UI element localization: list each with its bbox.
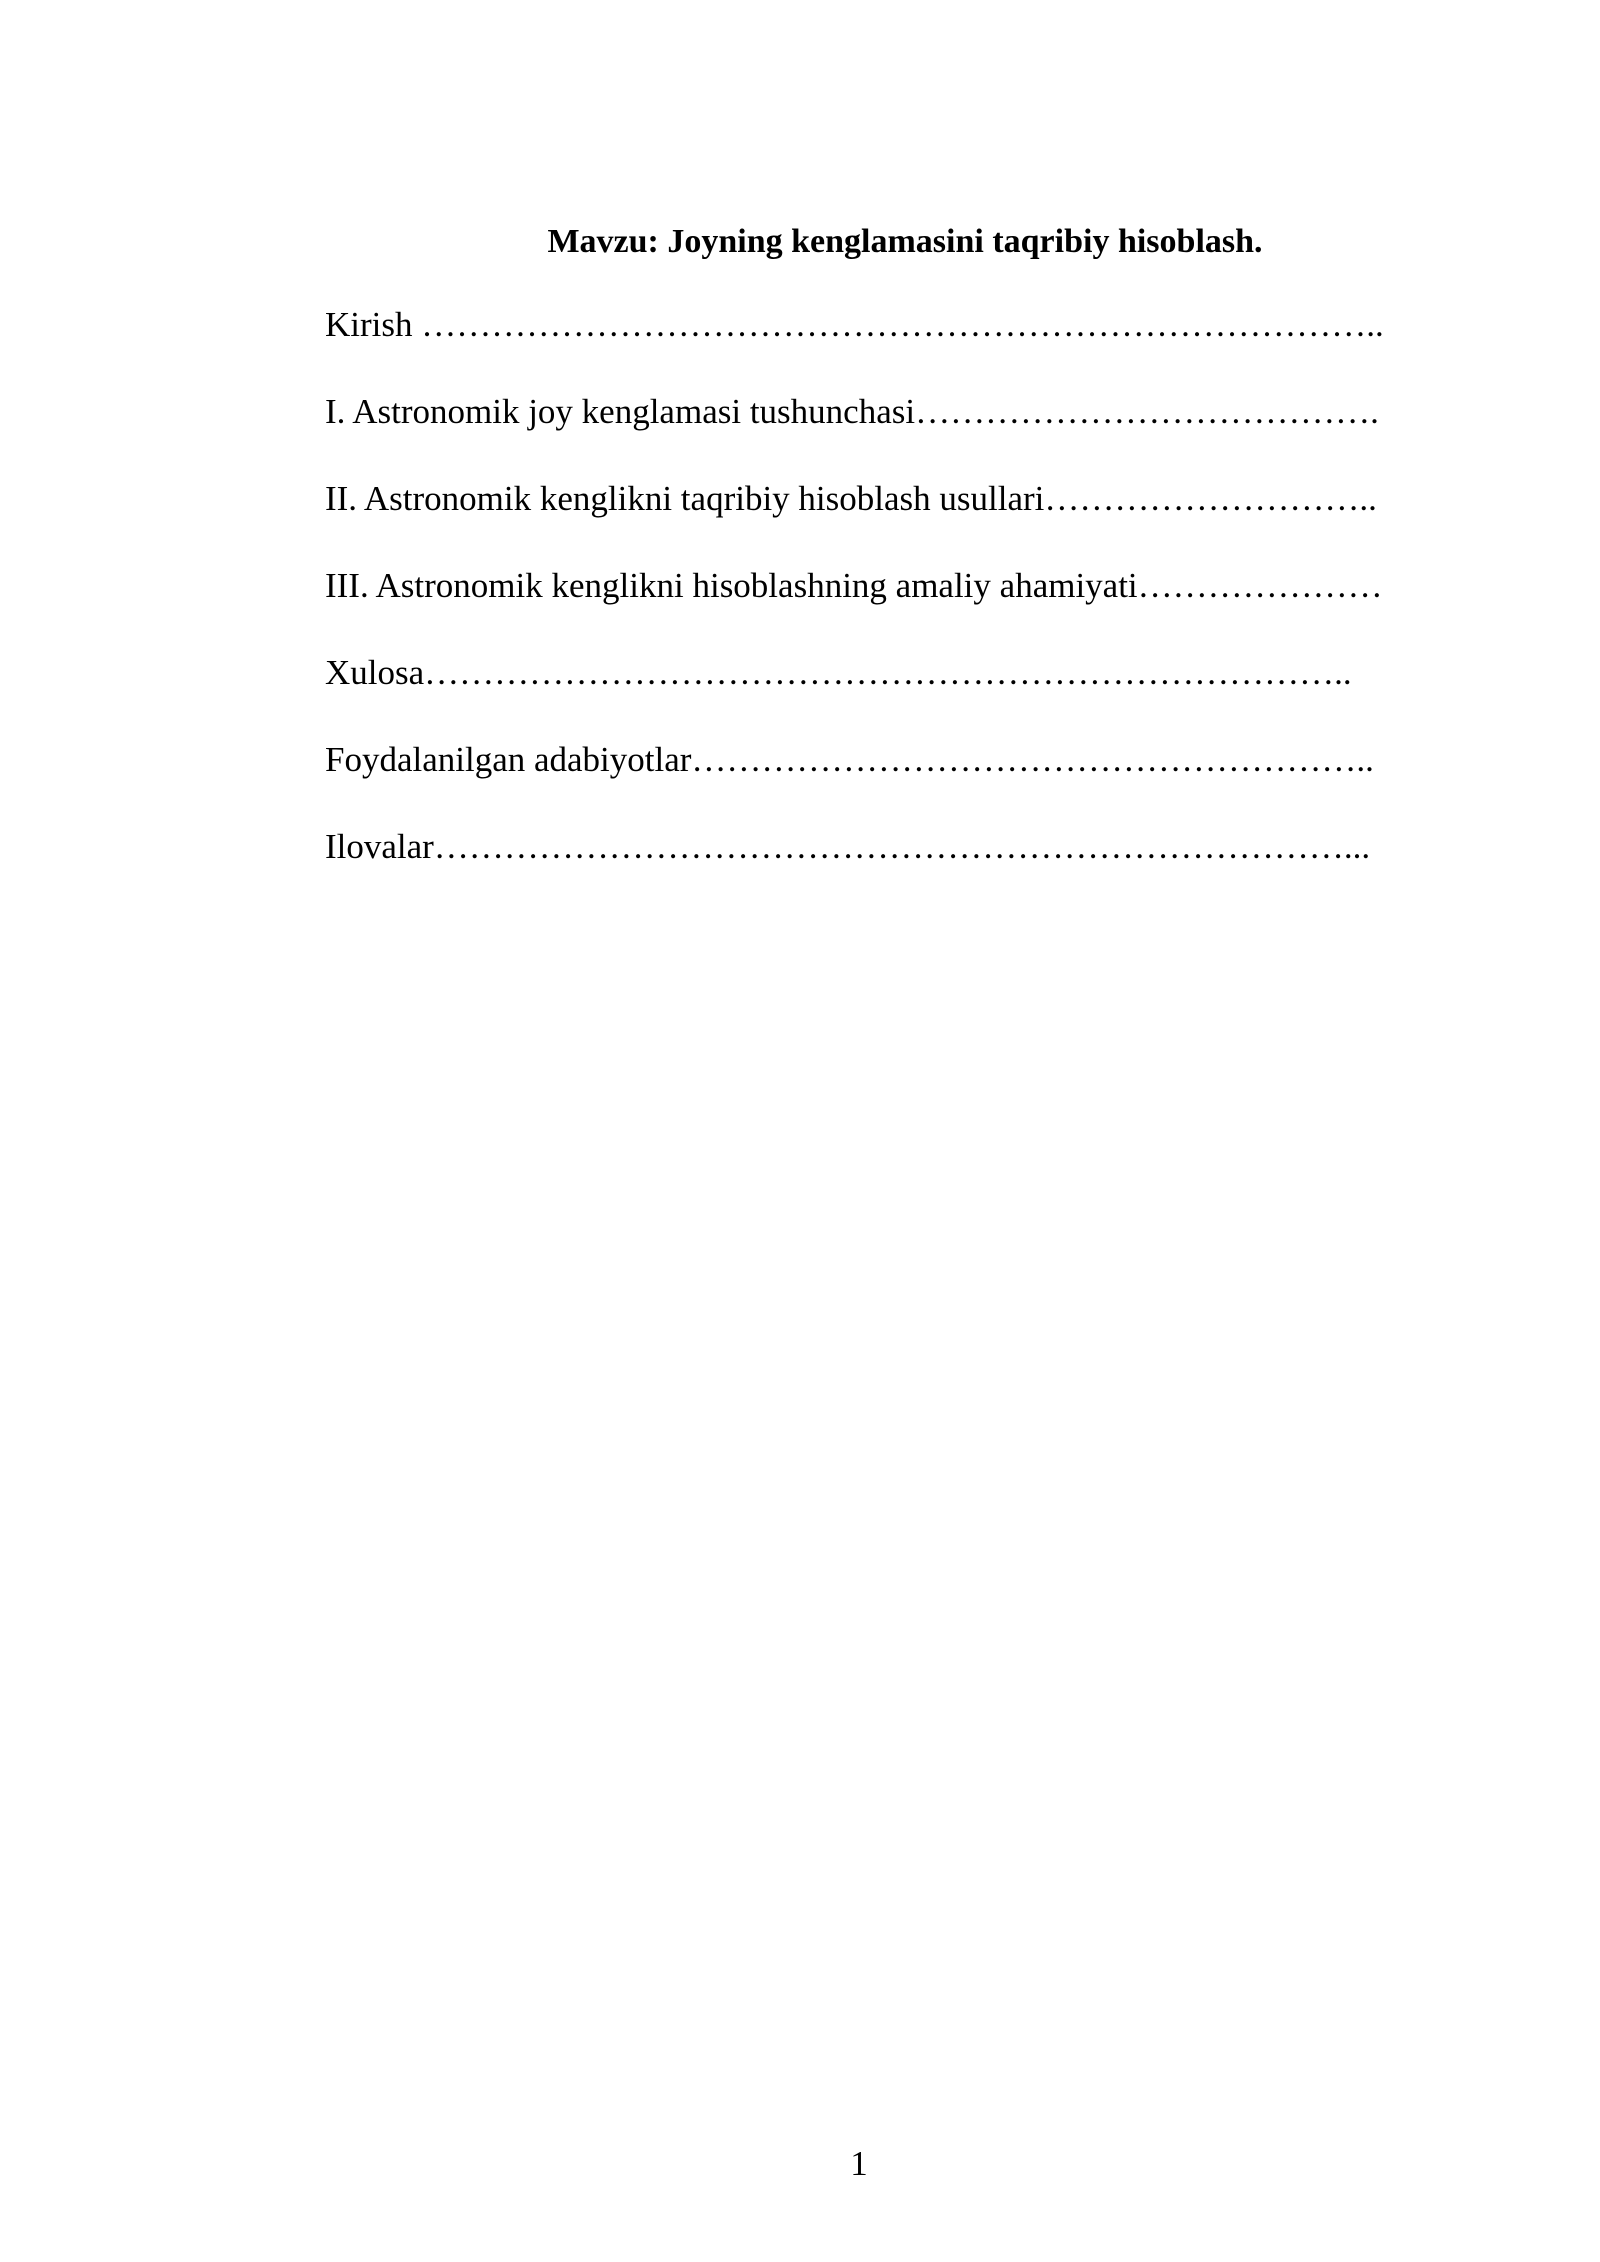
toc-entry-chapter-1: I. Astronomik joy kenglamasi tushunchasi………………………………….	[325, 392, 1379, 431]
toc-entry-kirish: Kirish ………………………………………………………………………..	[325, 305, 1384, 344]
table-of-contents	[325, 301, 1565, 910]
toc-entry-chapter-3: III. Astronomik kenglikni hisoblashning amaliy ahamiyati…………………	[325, 566, 1383, 605]
toc-entry-xulosa: Xulosa……………………………………………………………………..	[325, 653, 1352, 692]
toc-entry-adabiyotlar: Foydalanilgan adabiyotlar…………………………………………………..	[325, 740, 1374, 779]
page-number: 1	[850, 2144, 868, 2183]
toc-entry-ilovalar: Ilovalar……………………………………………………………………...	[325, 827, 1371, 866]
page-title: Mavzu: Joyning kenglamasini taqribiy hisoblash.	[547, 223, 1263, 260]
toc-entry-chapter-2: II. Astronomik kenglikni taqribiy hisoblash usullari………………………..	[325, 479, 1377, 518]
